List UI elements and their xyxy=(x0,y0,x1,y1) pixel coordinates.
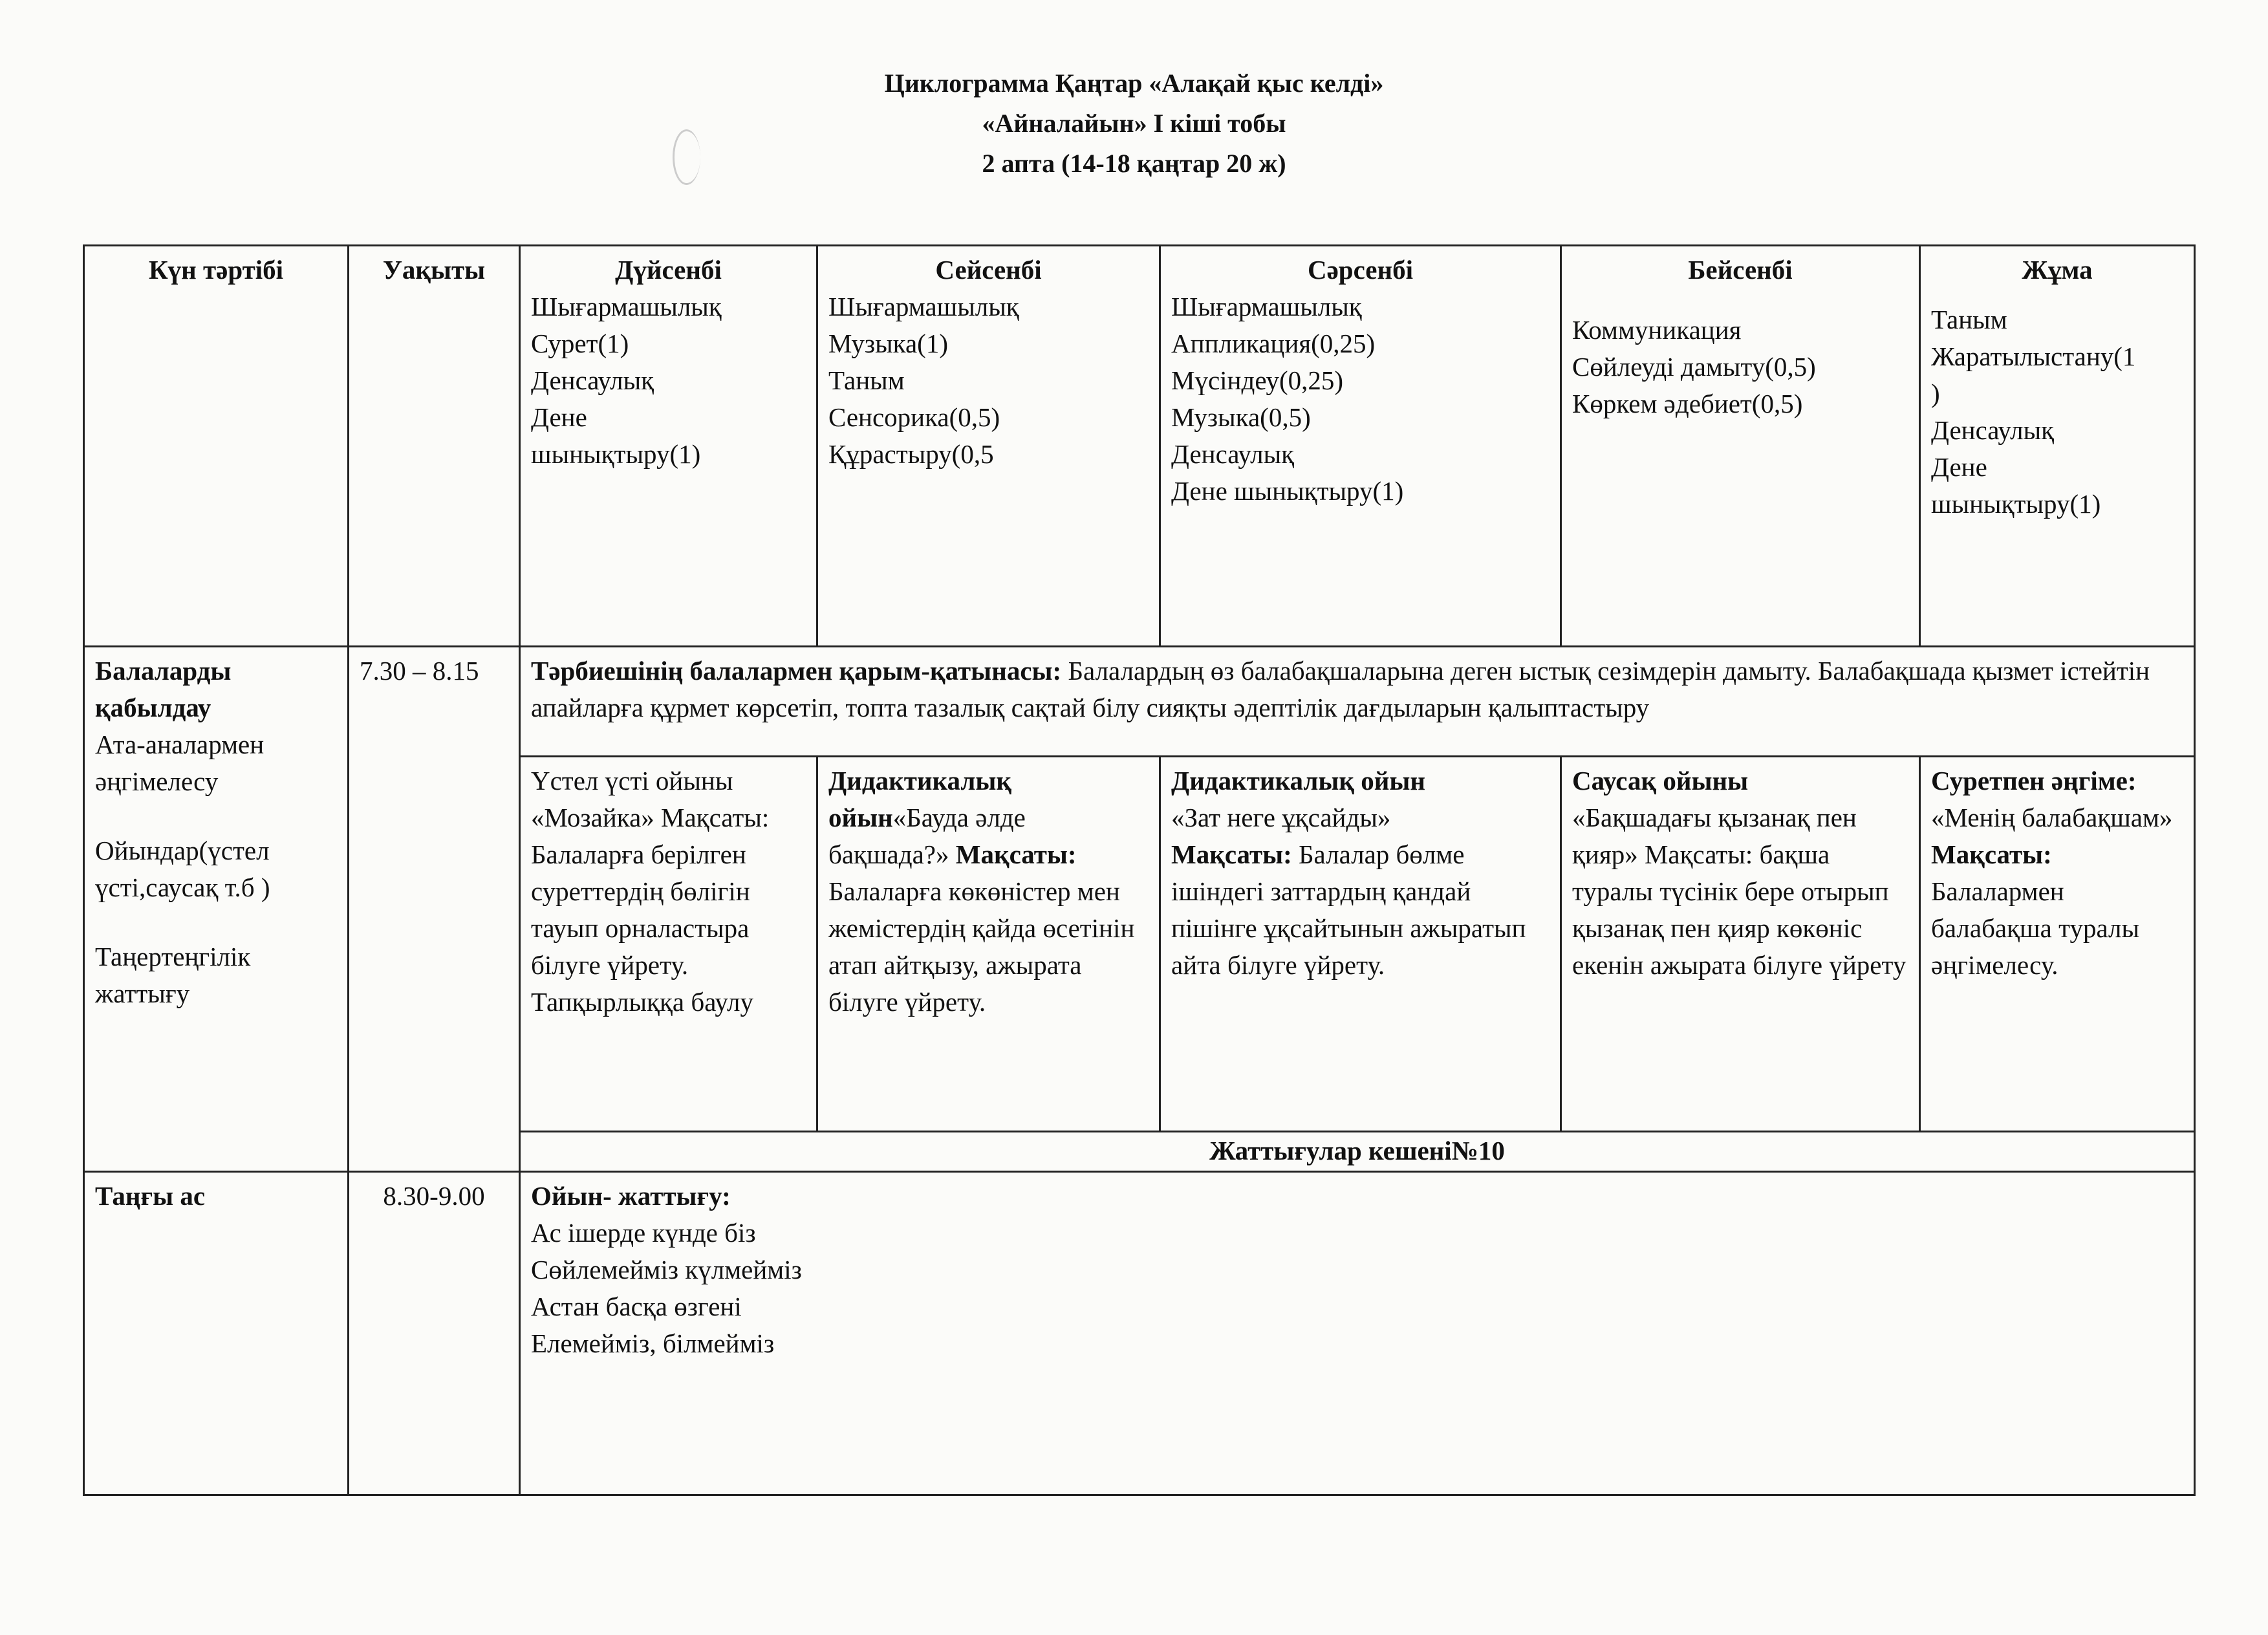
subject: Сенсорика(0,5) xyxy=(828,402,1000,432)
subject: Музыка(0,5) xyxy=(1171,402,1311,432)
subject: Таным xyxy=(1931,305,2007,334)
communication-label: Тәрбиешінің балалармен қарым-қатынасы: xyxy=(531,656,1062,686)
subject: шынықтыру(1) xyxy=(531,439,701,469)
subject: Денсаулық xyxy=(531,365,654,395)
subject: Мүсіндеу(0,25) xyxy=(1171,365,1344,395)
poem-line: Елемейміз, білмейміз xyxy=(531,1328,775,1358)
day-name: Сейсенбі xyxy=(935,255,1042,285)
subject: Шығармашылық xyxy=(828,292,1019,321)
game-thursday xyxy=(1561,757,1920,1132)
reception-regime-item: Таңертеңгілік жаттығу xyxy=(95,942,251,1008)
header-day-tuesday xyxy=(817,246,1160,647)
breakfast-content xyxy=(520,1172,2195,1495)
subject: Көркем әдебиет(0,5) xyxy=(1572,389,1803,418)
header-day-monday xyxy=(520,246,817,647)
game-title: «Зат неге ұқсайды» xyxy=(1171,803,1391,832)
game-title: «Бауда әлде бақшада?» xyxy=(828,803,1026,869)
breakfast-regime: Таңғы ас xyxy=(84,1172,349,1495)
game-wednesday xyxy=(1160,757,1561,1132)
subject: Жаратылыстану(1 xyxy=(1931,341,2136,371)
subject: шынықтыру(1) xyxy=(1931,489,2101,519)
subject: Дене xyxy=(531,402,587,432)
subject: Музыка(1) xyxy=(828,329,948,358)
subject: Коммуникация xyxy=(1572,315,1742,345)
subject: Денсаулық xyxy=(1931,415,2055,445)
game-goal: Балалармен балабақша туралы әңгімелесу. xyxy=(1931,876,2140,980)
reception-communication-row xyxy=(84,647,2195,757)
game-type: Дидактикалық ойын xyxy=(828,766,1011,832)
subject: ) xyxy=(1931,378,1940,408)
subject: Құрастыру(0,5 xyxy=(828,439,994,469)
game-text: Үстел үсті ойыны «Мозайка» Мақсаты: Балаларға берілген суреттердің бөлігін тауып орналастыра білуге үйрету. Тапқырлыққа баулу xyxy=(531,766,770,1017)
breakfast-game-label: Ойын- жаттығу: xyxy=(531,1181,731,1211)
game-type: Саусақ ойыны xyxy=(1572,766,1749,796)
communication-cell xyxy=(520,647,2195,757)
cyclogram-table xyxy=(83,244,2196,1496)
subject: Шығармашылық xyxy=(531,292,722,321)
reception-regime-title: Балаларды қабылдау xyxy=(95,656,232,722)
subject: Шығармашылық xyxy=(1171,292,1362,321)
game-goal-label: Мақсаты: xyxy=(955,839,1077,869)
title-line-3: 2 апта (14-18 қаңтар 20 ж) xyxy=(982,149,1286,178)
game-title: «Менің балабақшам» xyxy=(1931,803,2173,832)
day-name: Дүйсенбі xyxy=(615,255,722,285)
exercises-cell: Жаттығулар кешені№10 xyxy=(520,1132,2195,1172)
communication-text: Балалардың өз балабақшаларына деген ыстық сезімдерін дамыту. Балабақшада қызмет істейтін апайларға құрмет көрсетіп, топта тазалық сақтай білу сияқты әдептілік дағдыларын қалыптастыру xyxy=(531,656,2150,722)
header-time: Уақыты xyxy=(349,246,520,647)
subject: Аппликация(0,25) xyxy=(1171,329,1376,358)
document-title xyxy=(0,63,2268,184)
game-monday xyxy=(520,757,817,1132)
game-goal: Балалар бөлме ішіндегі заттардың қандай пішінге ұқсайтынын ажыратып айта білуге үйрету. xyxy=(1171,839,1526,980)
subject: Сурет(1) xyxy=(531,329,629,358)
reception-regime-item: Ата-аналармен әңгімелесу xyxy=(95,730,265,796)
header-regime: Күн тәртібі xyxy=(84,246,349,647)
day-name: Сәрсенбі xyxy=(1307,255,1414,285)
reception-regime-cell xyxy=(84,647,349,1172)
reception-time: 7.30 – 8.15 xyxy=(349,647,520,1172)
scan-mark xyxy=(673,129,700,185)
game-friday xyxy=(1920,757,2195,1132)
game-goal-label: Мақсаты: xyxy=(1171,839,1292,869)
subject: Таным xyxy=(828,365,905,395)
header-day-friday xyxy=(1920,246,2195,647)
subject: Дене xyxy=(1931,452,1987,482)
poem-line: Астан басқа өзгені xyxy=(531,1292,742,1321)
header-day-wednesday xyxy=(1160,246,1561,647)
game-goal-label: Мақсаты: xyxy=(1931,839,2052,869)
title-line-2: «Айналайын» І кіші тобы xyxy=(982,109,1286,138)
title-line-1: Циклограмма Қаңтар «Алақай қыс келді» xyxy=(884,69,1384,98)
subject: Денсаулық xyxy=(1171,439,1295,469)
game-type: Суретпен әңгіме: xyxy=(1931,766,2137,796)
breakfast-time: 8.30-9.00 xyxy=(349,1172,520,1495)
day-name: Жұма xyxy=(2022,255,2093,285)
breakfast-row xyxy=(84,1172,2195,1495)
header-row xyxy=(84,246,2195,647)
poem-line: Ас ішерде күнде біз xyxy=(531,1218,756,1248)
header-day-thursday xyxy=(1561,246,1920,647)
game-type: Дидактикалық ойын xyxy=(1171,766,1425,796)
poem-line: Сөйлемейміз күлмейміз xyxy=(531,1255,802,1284)
reception-regime-item: Ойындар(үстел үсті,саусақ т.б ) xyxy=(95,836,270,902)
game-goal: Балаларға көкөністер мен жемістердің қайда өсетінін атап айтқызу, ажырата білуге үйрету. xyxy=(828,876,1135,1017)
day-name: Бейсенбі xyxy=(1688,255,1793,285)
subject: Дене шынықтыру(1) xyxy=(1171,476,1404,506)
game-tuesday xyxy=(817,757,1160,1132)
game-text: «Бақшадағы қызанақ пен қияр» Мақсаты: бақша туралы түсінік бере отырып қызанақ пен қияр көкөніс екенін ажырата білуге үйрету xyxy=(1572,803,1906,980)
subject: Сөйлеуді дамыту(0,5) xyxy=(1572,352,1816,382)
